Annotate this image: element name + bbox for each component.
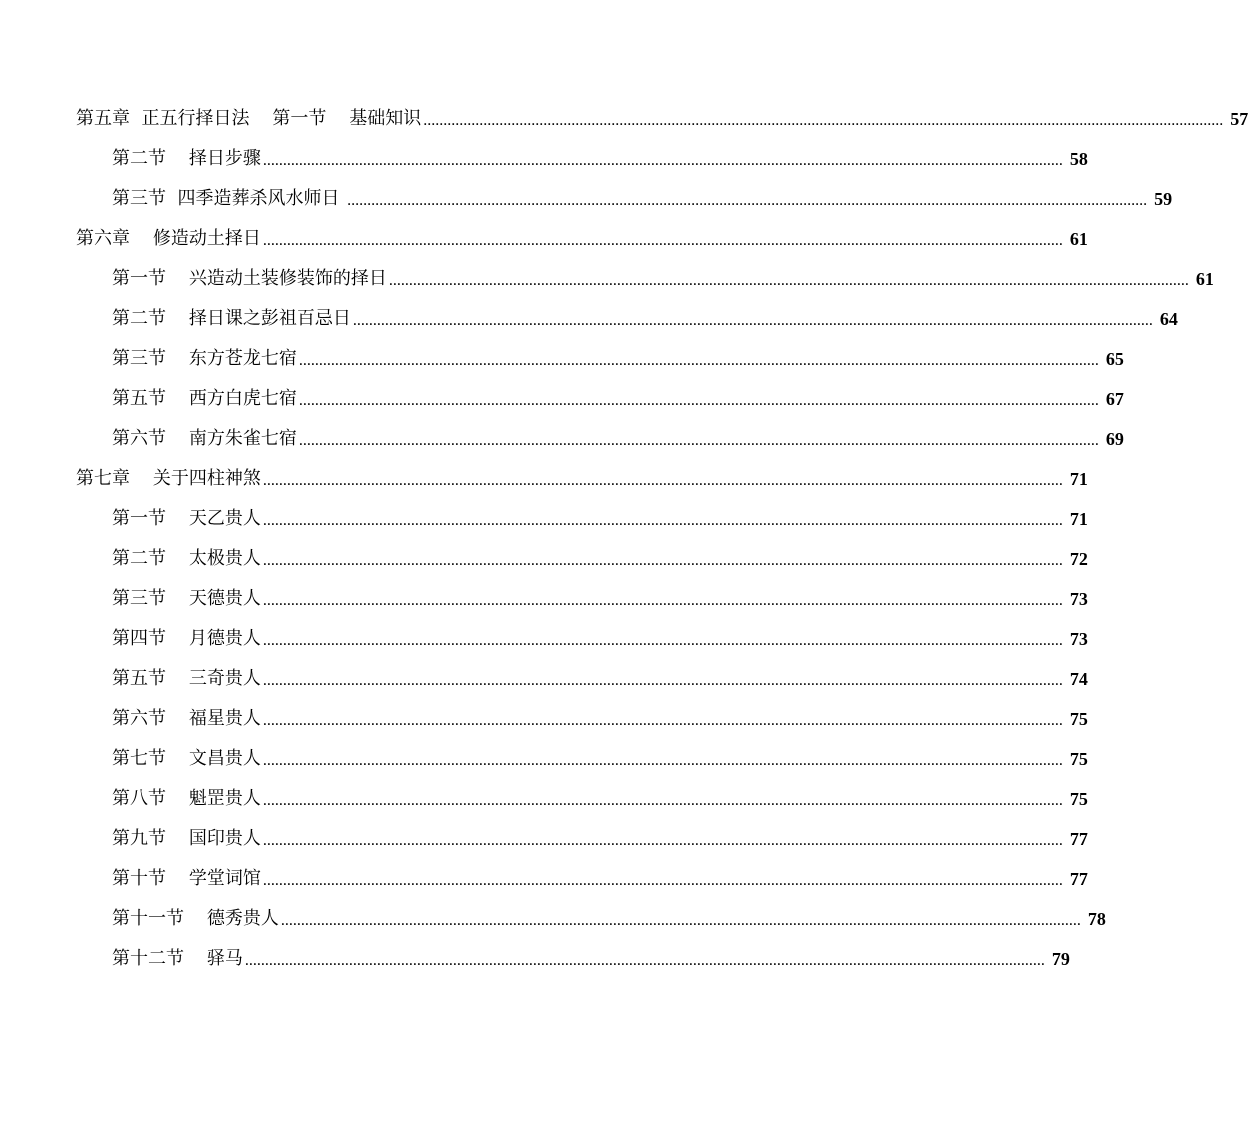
toc-entry[interactable] [0,579,1088,619]
dot-leader: ........................................................................................................................................................................................................ [262,232,1063,249]
toc-entry-title: 第七章 关于四柱神煞 [76,468,261,489]
toc-entry-title: 第三节 天德贵人 [112,588,261,609]
toc-entry-title: 第五节 三奇贵人 [112,668,261,689]
toc-page-number: 77 [1069,869,1088,889]
toc-entry[interactable] [0,619,1088,659]
table-of-contents [0,99,1248,979]
dot-leader: ........................................................................................................................................................................................................ [244,952,1045,969]
toc-entry[interactable] [0,939,1070,979]
toc-entry[interactable] [0,339,1124,379]
toc-page-number: 72 [1069,549,1088,569]
toc-entry-title: 第三节 东方苍龙七宿 [112,348,297,369]
toc-entry-title: 第四节 月德贵人 [112,628,261,649]
toc-entry[interactable] [0,139,1088,179]
toc-entry-title: 第二节 太极贵人 [112,548,261,569]
dot-leader: ........................................................................................................................................................................................................ [262,752,1063,769]
toc-entry-title: 第六节 福星贵人 [112,708,261,729]
toc-entry-title: 第三节 四季造葬杀风水师日 [112,188,346,209]
toc-page-number: 71 [1069,509,1088,529]
toc-entry-title: 第二节 择日步骤 [112,148,261,169]
dot-leader: ........................................................................................................................................................................................................ [262,712,1063,729]
toc-entry[interactable] [0,379,1124,419]
toc-entry-title: 第十节 学堂词馆 [112,868,261,889]
toc-entry[interactable] [0,259,1214,299]
dot-leader: ........................................................................................................................................................................................................ [423,112,1224,129]
dot-leader: ........................................................................................................................................................................................................ [352,312,1153,329]
toc-page-number: 65 [1105,349,1124,369]
toc-page-number: 75 [1069,749,1088,769]
toc-entry[interactable] [0,699,1088,739]
toc-page-number: 73 [1069,589,1088,609]
toc-entry-title: 第五章 正五行择日法 第一节 基础知识 [76,108,422,129]
toc-page-number: 74 [1069,669,1088,689]
dot-leader: ........................................................................................................................................................................................................ [262,512,1063,529]
toc-entry-title: 第八节 魁罡贵人 [112,788,261,809]
toc-entry-title: 第七节 文昌贵人 [112,748,261,769]
toc-entry[interactable] [0,539,1088,579]
toc-page-number: 77 [1069,829,1088,849]
toc-entry[interactable] [0,459,1088,499]
toc-entry-title: 第一节 天乙贵人 [112,508,261,529]
toc-entry[interactable] [0,819,1088,859]
toc-page-number: 67 [1105,389,1124,409]
toc-page-number: 64 [1159,309,1178,329]
toc-page-number: 75 [1069,709,1088,729]
toc-entry-title: 第五节 西方白虎七宿 [112,388,297,409]
toc-page-number: 61 [1195,269,1214,289]
toc-entry-title: 第十一节 德秀贵人 [112,908,279,929]
toc-entry[interactable] [0,899,1106,939]
toc-page-number: 69 [1105,429,1124,449]
toc-page-number: 59 [1154,189,1173,209]
dot-leader: ........................................................................................................................................................................................................ [262,552,1063,569]
toc-entry[interactable] [0,99,1248,139]
toc-entry[interactable] [0,739,1088,779]
dot-leader: ........................................................................................................................................................................................................ [298,352,1099,369]
toc-entry-title: 第十二节 驿马 [112,948,243,969]
toc-page-number: 75 [1069,789,1088,809]
dot-leader: ........................................................................................................................................................................................................ [280,912,1081,929]
dot-leader: ........................................................................................................................................................................................................ [298,392,1099,409]
toc-page-number: 73 [1069,629,1088,649]
dot-leader: ........................................................................................................................................................................................................ [347,192,1148,209]
dot-leader: ........................................................................................................................................................................................................ [262,472,1063,489]
dot-leader: ........................................................................................................................................................................................................ [262,672,1063,689]
toc-entry-title: 第二节 择日课之彭祖百忌日 [112,308,351,329]
toc-entry[interactable] [0,179,1173,219]
toc-page-number: 57 [1230,109,1248,129]
toc-entry-title: 第六章 修造动土择日 [76,228,261,249]
toc-page-number: 78 [1087,909,1106,929]
dot-leader: ........................................................................................................................................................................................................ [262,832,1063,849]
toc-entry[interactable] [0,419,1124,459]
toc-entry[interactable] [0,859,1088,899]
toc-page-number: 61 [1069,229,1088,249]
toc-page-number: 58 [1069,149,1088,169]
toc-entry[interactable] [0,779,1088,819]
toc-entry-title: 第一节 兴造动土装修装饰的择日 [112,268,387,289]
toc-entry[interactable] [0,499,1088,539]
toc-entry[interactable] [0,219,1088,259]
toc-page-number: 79 [1051,949,1070,969]
dot-leader: ........................................................................................................................................................................................................ [262,152,1063,169]
toc-entry[interactable] [0,659,1088,699]
dot-leader: ........................................................................................................................................................................................................ [262,872,1063,889]
dot-leader: ........................................................................................................................................................................................................ [262,792,1063,809]
dot-leader: ........................................................................................................................................................................................................ [262,632,1063,649]
dot-leader: ........................................................................................................................................................................................................ [298,432,1099,449]
toc-page-number: 71 [1069,469,1088,489]
toc-entry-title: 第六节 南方朱雀七宿 [112,428,297,449]
dot-leader: ........................................................................................................................................................................................................ [388,272,1189,289]
toc-entry[interactable] [0,299,1178,339]
dot-leader: ........................................................................................................................................................................................................ [262,592,1063,609]
toc-entry-title: 第九节 国印贵人 [112,828,261,849]
